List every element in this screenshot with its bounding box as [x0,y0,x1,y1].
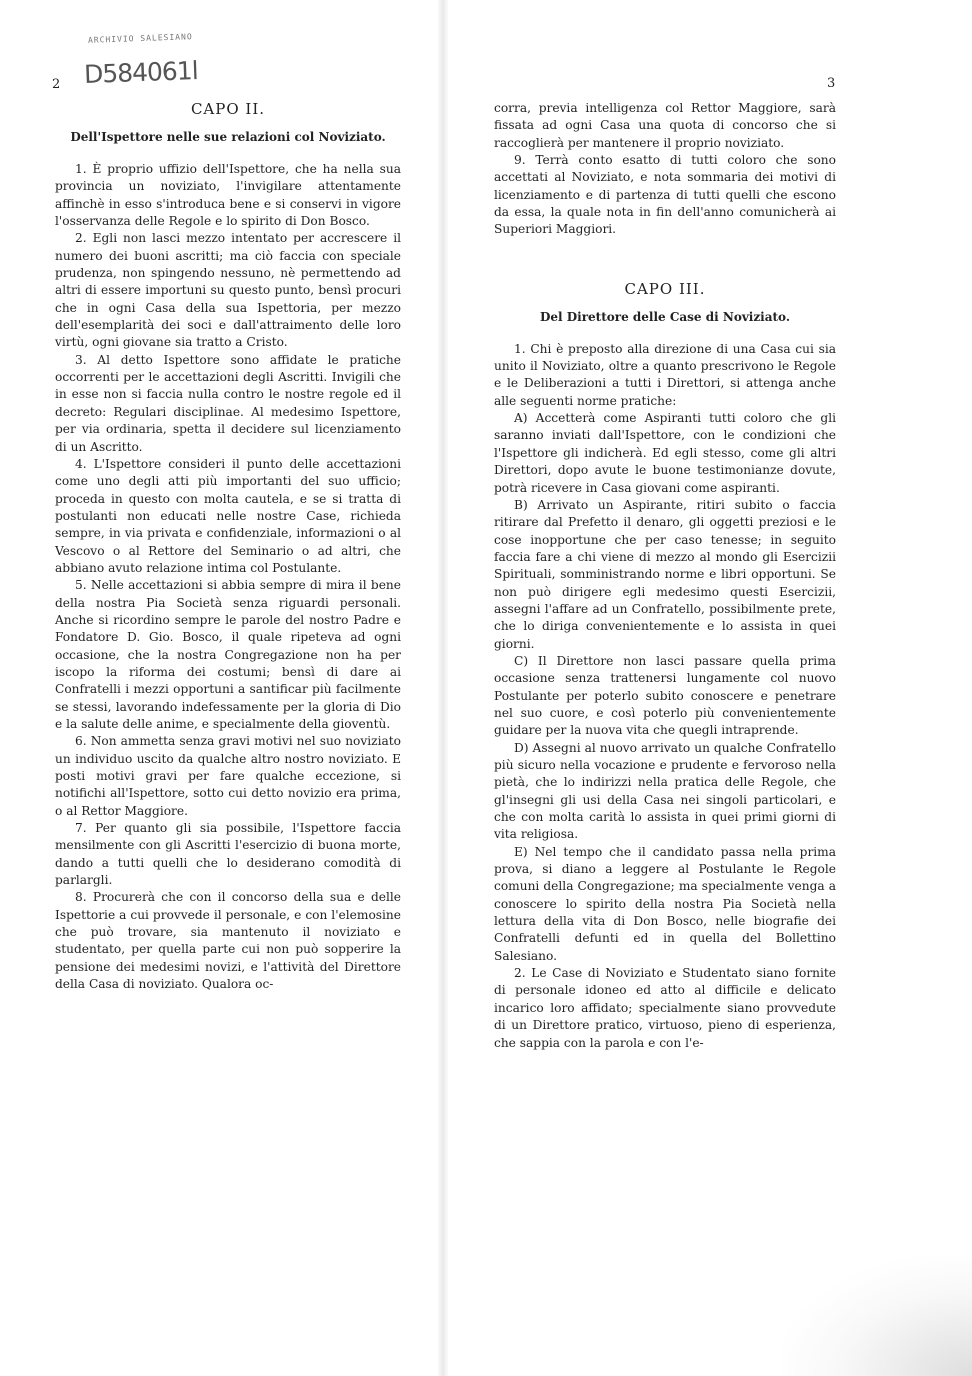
paragraph: B) Arrivato un Aspirante, ritiri subito o faccia ritirare dal Prefetto il denaro, gli oggetti preziosi e le cose inopportune che per caso tenesse; in seguito faccia fare a chi viene di mezzo al mondo gli Esercizii Spirituali, somministrando norme e libri opportuni. Se non può dirigere egli medesimo questi Esercizii, assegni l'affare ad un Confratello, possibilmente prete, che lo diriga convenientemente e lo assista in quei giorni. [494,497,836,651]
left-page [0,0,440,1376]
left-column [55,99,401,994]
paper-scuff [782,1256,972,1376]
chapter-subtitle: Dell'Ispettore nelle sue relazioni col Noviziato. [70,130,386,144]
paragraph: 2. Egli non lasci mezzo intentato per accrescere il numero dei buoni ascritti; ma ciò faccia con speciale prudenza, non spingendo nessuno, nè permettendo ad altri di essere importuni su questo punto, bensì procuri che in ogni Casa della sua Ispettoria, per mezzo dell'esemplarità dei soci e dall'attraimento delle loro virtù, ogni giovane sia tratto a Cristo. [55,231,401,350]
paragraph: 2. Le Case di Noviziato e Studentato siano fornite di personale idoneo ed atto al difficile e delicato incarico loro affidato; specialmente siano provvedute di un Direttore pratico, virtuoso, pieno di esperienza, che sappia con la parola e con l'e- [494,966,836,1050]
paragraph: E) Nel tempo che il candidato passa nella prima prova, si diano a leggere al Postulante le Regole comuni della Congregazione; ma specialmente venga a conoscere lo spirito della nostra Pia Società nella lettura della vita di Don Bosco, nelle biografie dei Confratelli defunti ed in quella del Bollettino Salesiano. [494,844,836,963]
paragraph: corra, previa intelligenza col Rettor Maggiore, sarà fissata ad ogni Casa una quota di concorso che si raccoglierà per mantenere il proprio noviziato. [494,101,836,150]
paragraph: 7. Per quanto gli sia possibile, l'Ispettore faccia mensilmente con gli Ascritti l'esercizio di buona morte, dando a tutti quelli che lo desiderano comodità di parlargli. [55,821,401,888]
right-column [494,100,836,1052]
chapter-subtitle: Del Direttore delle Case di Noviziato. [539,309,791,324]
paragraph: 5. Nelle accettazioni si abbia sempre di mira il bene della nostra Pia Società senza riguardi personali. Anche si ricordino sempre le parole del nostro Padre e Fondatore D. Gio. Bosco, il quale ripeteva ad ogni occasione, che la nostra Congregazione non ha per iscopo la riforma dei costumi; bensì di dare ai Confratelli i mezzi opportuni a santificar più facilmente se stessi, lavorando indefessamente per la gloria di Dio e la salute delle anime, e specialmente della gioventù. [55,578,401,731]
page-number-right: 3 [827,76,836,91]
page-number-left: 2 [52,77,61,92]
paragraph: 3. Al detto Ispettore sono affidate le pratiche occorrenti per le accettazioni degli Ascritti. Invigili che in esse non si faccia nulla contro le nostre regole ed il decreto: Regulari disciplinae. Al medesimo Ispettore, per via ordinaria, spetta il decidere sul licenziamento di un Ascritto. [55,352,401,454]
paragraph: 9. Terrà conto esatto di tutti coloro che sono accettati al Noviziato, e nota sommaria dei motivi di licenziamento e di partenza di tutti quelli che escono da essa, la quale nota in fin dell'anno comunicherà ai Superiori Maggiori. [494,153,836,237]
paragraph: C) Il Direttore non lasci passare quella prima occasione senza trattenersi lungamente col nuovo Postulante per poterlo subito conoscere e penetrare nel suo cuore, e così poterlo più convenientemente guidare per la nuova vita che quegli intraprende. [494,653,836,738]
chapter-title: CAPO III. [624,279,706,298]
paragraph: 1. È proprio uffizio dell'Ispettore, che ha nella sua provincia un noviziato, l'invigilare attentamente affinchè in esso s'introduca bene e si conservi in vigore l'osservanza delle Regole e lo spirito di Don Bosco. [55,162,401,229]
paragraph: A) Accetterà come Aspiranti tutti coloro che gli saranno inviati dall'Ispettore, con le condizioni che l'Ispettore gli indicherà. Ed egli stesso, come gli altri Direttori, dopo avute le buone testimonianze dovute, potrà ricevere in Casa giovani come aspiranti. [494,411,836,495]
chapter-block [494,279,836,325]
section-spacer [494,239,836,267]
archive-stamp: ARCHIVIO SALESIANO [87,32,193,45]
chapter-title: CAPO II. [190,100,266,118]
paragraph: 1. Chi è preposto alla direzione di una Casa cui sia unito il Noviziato, oltre a quanto prescrivono le Regole e le Deliberazioni a tutti i Direttori, si attenga anche alle seguenti norme pratiche: [494,341,836,408]
paragraph: 8. Procurerà che con il concorso della sua e delle Ispettorie a cui provvede il personale, e con l'elemosine che può trovare, sia mantenuto il noviziato e studentato, per quella parte cui non può sopperire la pensione dei medesimi novizi, e l'attività del Direttore della Casa di noviziato. Qualora oc- [55,890,401,992]
archive-code: D584061l [83,56,199,89]
paragraph: 6. Non ammetta senza gravi motivi nel suo noviziato un individuo uscito da qualche altro nostro noviziato. E posti motivi gravi per fare qualche eccezione, si notifichi all'Ispettore, sotto cui detto novizio era prima, o al Rettor Maggiore. [55,734,401,818]
right-page [445,0,972,1376]
paragraph: 4. L'Ispettore consideri il punto delle accettazioni come uno degli atti più importanti del suo ufficio; proceda in questo con molta cautela, e se si tratta di postulanti non educati nelle nostre Case, richieda sempre, in via privata e confidenziale, informazioni o al Vescovo o al Rettore del Seminario o ad altri, che abbiano avuto relazione intima col Postulante. [55,456,401,575]
paragraph: D) Assegni al nuovo arrivato un qualche Confratello più sicuro nella vocazione e prudente e fervoroso nella pietà, che lo indirizzi nella pratica delle Regole, che gl'insegni gli usi della Casa nei singoli particolari, e che con molta carità lo assista in quei primi giorni di vita religiosa. [494,740,836,842]
